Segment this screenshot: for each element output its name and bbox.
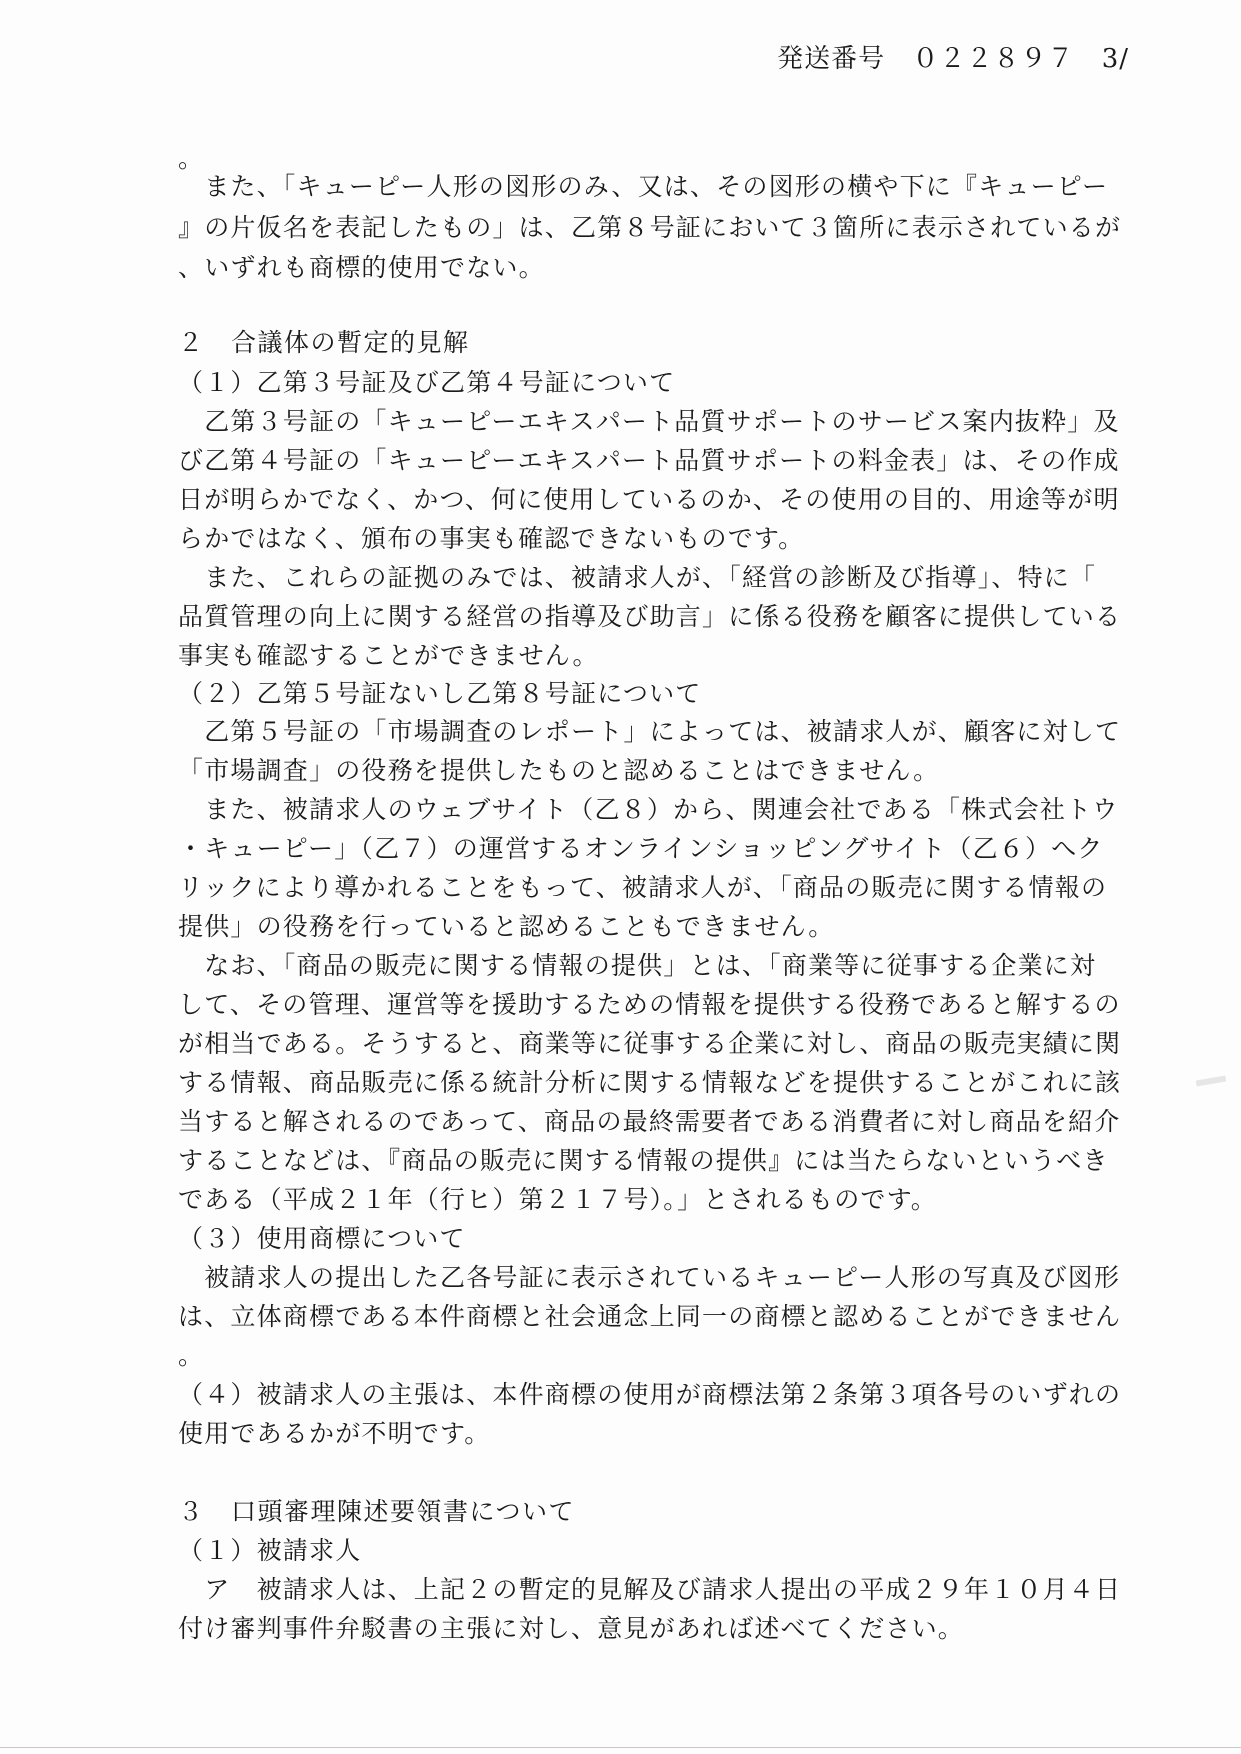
text-line: 使用であるかが不明です。 (178, 1419, 491, 1448)
text-line: び乙第４号証の「キューピーエキスパート品質サポートの料金表」は、その作成 (178, 446, 1120, 475)
text-line: また、これらの証拠のみでは、被請求人が、「経営の診断及び指導」、特に「 (178, 563, 1097, 592)
text-line: 付け審判事件弁駁書の主張に対し、意見があれば述べてください。 (178, 1614, 965, 1643)
text-line: らかではなく、頒布の事実も確認できないものです。 (178, 524, 805, 553)
text-line: （４）被請求人の主張は、本件商標の使用が商標法第２条第３項各号のいずれの (178, 1380, 1122, 1409)
text-line: ア 被請求人は、上記２の暫定的見解及び請求人提出の平成２９年１０月４日 (178, 1575, 1122, 1604)
subsection-heading: （２）乙第５号証ないし乙第８号証について (178, 679, 702, 708)
dispatch-number-label: 発送番号 (777, 44, 886, 74)
page-number: 3/ (1101, 44, 1129, 74)
dispatch-number: ０２２８９７ (912, 44, 1075, 74)
text-line: 』の片仮名を表記したもの」は、乙第８号証において３箇所に表示されているが (178, 213, 1122, 242)
subsection-heading: （３）使用商標について (178, 1224, 466, 1253)
text-line: なお、「商品の販売に関する情報の提供」とは、「商業等に従事する企業に対 (178, 951, 1097, 980)
text-line: 。 (178, 1341, 205, 1370)
dispatch-header (759, 38, 1129, 75)
text-line: ・キューピー」（乙７）の運営するオンラインショッピングサイト（乙６）へク (178, 834, 1104, 863)
text-line: 「市場調査」の役務を提供したものと認めることはできません。 (178, 756, 940, 785)
text-line: して、その管理、運営等を援助するための情報を提供する役務であると解するの (178, 990, 1121, 1019)
text-line: 乙第３号証の「キューピーエキスパート品質サポートのサービス案内抜粋」及 (178, 407, 1120, 436)
text-line: 、いずれも商標的使用でない。 (178, 253, 545, 282)
scan-speck (1196, 1075, 1227, 1086)
section-heading: ３ 口頭審理陳述要領書について (178, 1497, 576, 1526)
text-line: また、「キューピー人形の図形のみ、又は、その図形の横や下に『キューピー (178, 172, 1109, 201)
section-heading: ２ 合議体の暫定的見解 (178, 328, 470, 357)
text-line: する情報、商品販売に係る統計分析に関する情報などを提供することがこれに該 (178, 1068, 1122, 1097)
text-line: また、被請求人のウェブサイト（乙８）から、関連会社である「株式会社トウ (178, 795, 1119, 824)
text-line: 。 (178, 144, 205, 173)
text-line: 事実も確認することができません。 (178, 641, 599, 670)
text-line: することなどは、『商品の販売に関する情報の提供』には当たらないというべき (178, 1146, 1109, 1175)
text-line: が相当である。そうすると、商業等に従事する企業に対し、商品の販売実績に関 (178, 1029, 1122, 1058)
text-line: 乙第５号証の「市場調査のレポート」によっては、被請求人が、顧客に対して (178, 717, 1122, 746)
text-line: 提供」の役務を行っていると認めることもできません。 (178, 912, 835, 941)
subsection-heading: （１）乙第３号証及び乙第４号証について (178, 368, 676, 397)
text-line: 被請求人の提出した乙各号証に表示されているキューピー人形の写真及び図形 (178, 1263, 1121, 1292)
scan-bottom-edge (0, 1747, 1241, 1748)
text-line: 当すると解されるのであって、商品の最終需要者である消費者に対し商品を紹介 (178, 1107, 1121, 1136)
text-line: である（平成２１年（行ヒ）第２１７号）。」とされるものです。 (178, 1185, 938, 1214)
text-line: は、立体商標である本件商標と社会通念上同一の商標と認めることができません (178, 1302, 1122, 1331)
subsection-heading: （１）被請求人 (178, 1536, 362, 1565)
text-line: 日が明らかでなく、かつ、何に使用しているのか、その使用の目的、用途等が明 (178, 485, 1120, 514)
text-line: 品質管理の向上に関する経営の指導及び助言」に係る役務を顧客に提供している (178, 602, 1122, 631)
text-line: リックにより導かれることをもって、被請求人が、「商品の販売に関する情報の (178, 873, 1108, 902)
